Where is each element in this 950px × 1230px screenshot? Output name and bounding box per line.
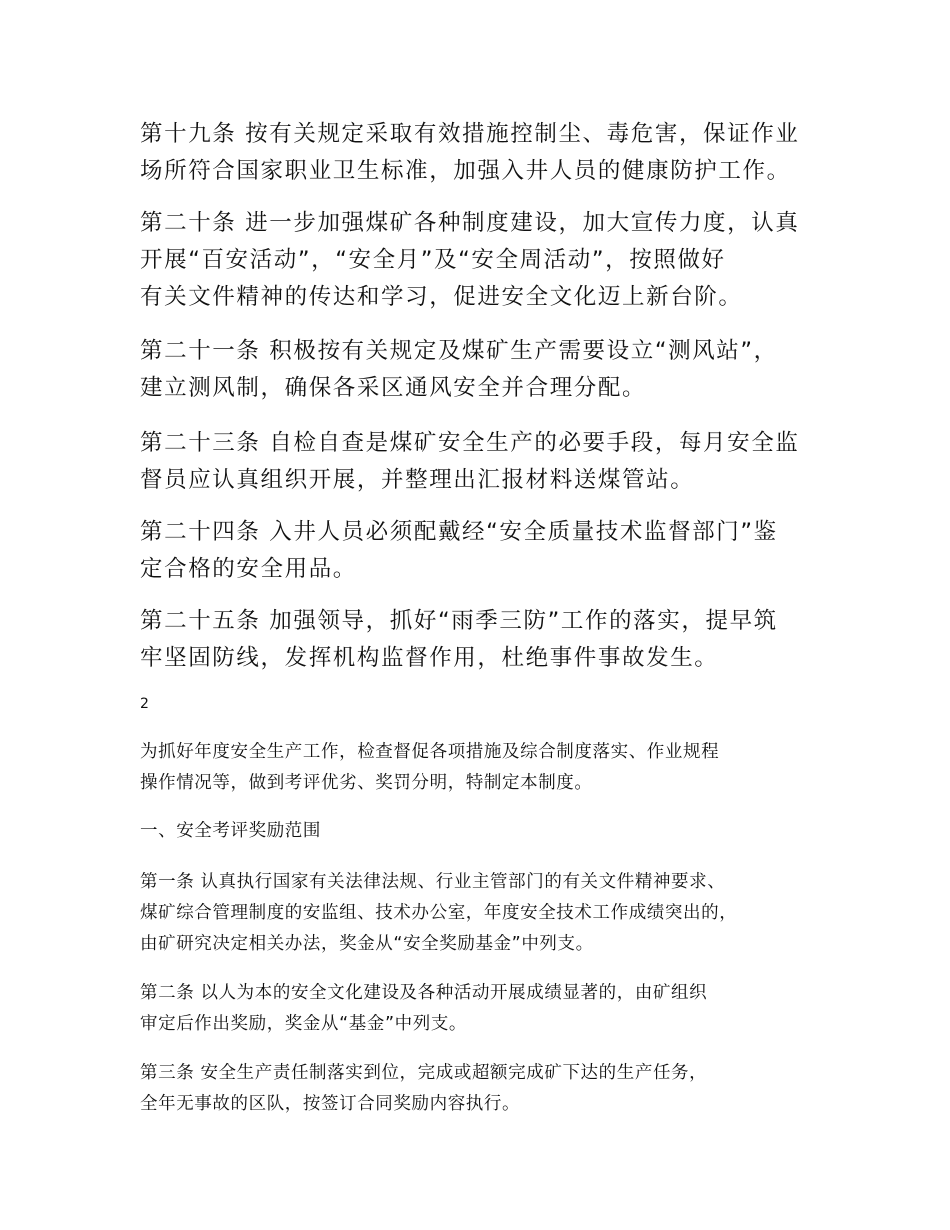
section-heading-text: 一、安全考评奖励范围 [140, 821, 321, 841]
paragraph-line: 审定后作出奖励，奖金从“基金”中列支。 [140, 1014, 468, 1034]
article-2 [140, 978, 840, 1040]
article-line: 定合格的安全用品。 [140, 556, 357, 582]
article-line: 有关文件精神的传达和学习，促进安全文化迈上新台阶。 [140, 284, 743, 310]
paragraph-line: 为抓好年度安全生产工作，检查督促各项措施及综合制度落实、作业规程 [140, 742, 720, 762]
article-line: 督员应认真组织开展，并整理出汇报材料送煤管站。 [140, 467, 695, 493]
paragraph-line: 由矿研究决定相关办法，奖金从“安全奖励基金”中列支。 [140, 934, 594, 954]
section-heading [140, 816, 840, 847]
article-19 [140, 116, 840, 190]
article-line: 建立测风制，确保各采区通风安全并合理分配。 [140, 375, 647, 401]
paragraph-line: 第二条 以人为本的安全文化建设及各种活动开展成绩显著的，由矿组织 [140, 983, 708, 1003]
article-line: 第十九条 按有关规定采取有效措施控制尘、毒危害，保证作业 [140, 121, 800, 147]
paragraph-line: 操作情况等，做到考评优劣、奖罚分明，特制定本制度。 [140, 773, 593, 793]
article-3 [140, 1058, 840, 1120]
paragraph-line: 全年无事故的区队，按签订合同奖励内容执行。 [140, 1094, 521, 1114]
article-25 [140, 603, 840, 677]
article-line: 第二十条 进一步加强煤矿各种制度建设，加大宣传力度，认真 [140, 210, 800, 236]
paragraph-line: 第一条 认真执行国家有关法律法规、行业主管部门的有关文件精神要求、 [140, 872, 726, 892]
page-number: 2 [140, 696, 149, 712]
article-20 [140, 205, 840, 316]
article-23 [140, 425, 840, 499]
article-line: 第二十一条 积极按有关规定及煤矿生产需要设立“测风站”， [140, 338, 778, 364]
article-line: 第二十四条 入井人员必须配戴经“安全质量技术监督部门”鉴 [140, 519, 778, 545]
intro-paragraph [140, 737, 840, 799]
article-line: 第二十三条 自检自查是煤矿安全生产的必要手段，每月安全监 [140, 430, 800, 456]
article-line: 场所符合国家职业卫生标准，加强入井人员的健康防护工作。 [140, 158, 791, 184]
article-line: 牢坚固防线，发挥机构监督作用，杜绝事件事故发生。 [140, 645, 719, 671]
article-line: 开展“百安活动”，“安全月”及“安全周活动”，按照做好 [140, 247, 726, 273]
article-line: 第二十五条 加强领导，抓好“雨季三防”工作的落实，提早筑 [140, 608, 778, 634]
paragraph-line: 煤矿综合管理制度的安监组、技术办公室，年度安全技术工作成绩突出的， [140, 903, 738, 923]
paragraph-line: 第三条 安全生产责任制落实到位，完成或超额完成矿下达的生产任务， [140, 1063, 708, 1083]
article-24 [140, 514, 840, 588]
article-21 [140, 333, 840, 407]
article-1 [140, 867, 840, 960]
